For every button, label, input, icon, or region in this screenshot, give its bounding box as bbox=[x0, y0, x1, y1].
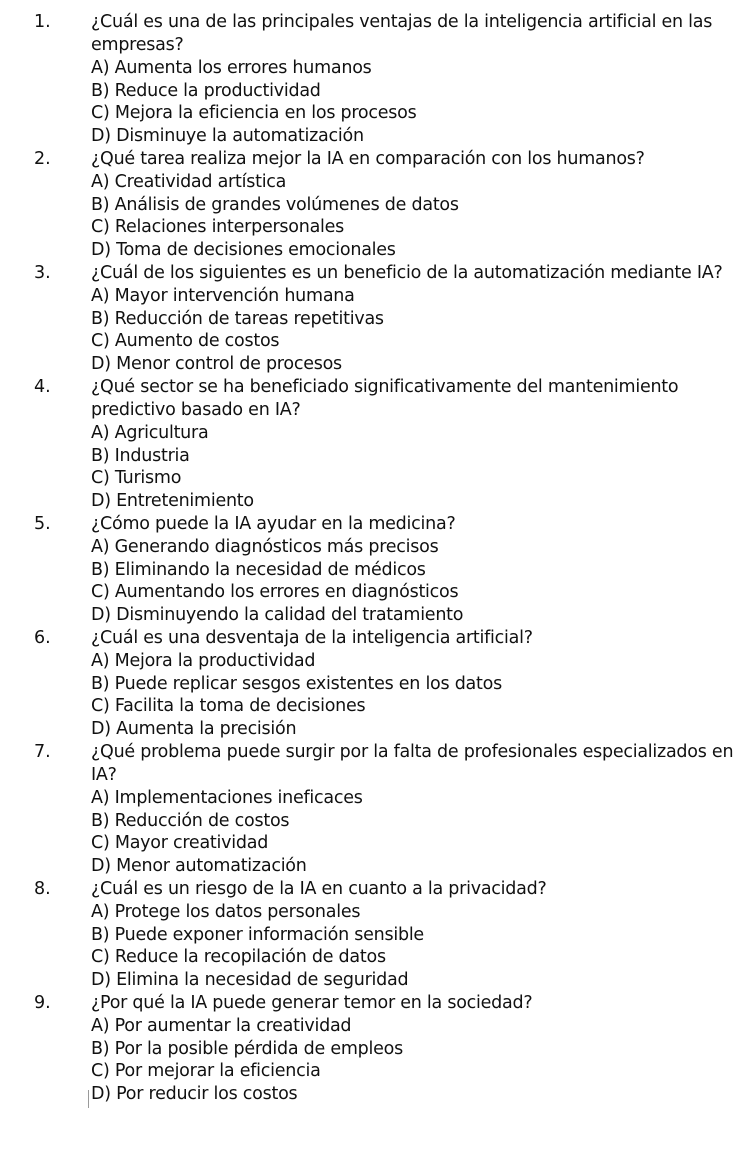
option-b: B) Análisis de grandes volúmenes de datos bbox=[91, 194, 459, 215]
option-a: A) Aumenta los errores humanos bbox=[91, 58, 372, 78]
question-text: ¿Qué sector se ha beneficiado significativamente del mantenimiento predictivo basado en IA? bbox=[91, 377, 679, 420]
question-8 bbox=[0, 878, 756, 992]
question-text: ¿Cuál de los siguientes es un beneficio de la automatización mediante IA? bbox=[91, 263, 723, 283]
option-c: C) Facilita la toma de decisiones bbox=[91, 696, 366, 717]
option-a: A) Generando diagnósticos más precisos bbox=[91, 537, 439, 557]
option-a: A) Creatividad artística bbox=[91, 172, 287, 192]
option-d: D) Entretenimiento bbox=[91, 491, 254, 512]
option-c: C) Mejora la eficiencia en los procesos bbox=[91, 103, 417, 124]
option-b: B) Reduce la productividad bbox=[91, 80, 321, 101]
option-c: C) Por mejorar la eficiencia bbox=[91, 1061, 321, 1082]
option-d: D) Menor control de procesos bbox=[91, 354, 342, 375]
question-9 bbox=[0, 992, 756, 1106]
option-b: B) Puede exponer información sensible bbox=[91, 924, 424, 945]
option-d: D) Disminuyendo la calidad del tratamiento bbox=[91, 605, 464, 626]
question-number: 6. bbox=[34, 628, 51, 648]
question-number: 5. bbox=[34, 514, 51, 534]
option-d: D) Menor automatización bbox=[91, 856, 307, 877]
question-number: 7. bbox=[34, 742, 51, 762]
question-6 bbox=[0, 627, 756, 741]
option-a: A) Agricultura bbox=[91, 423, 209, 443]
question-7 bbox=[0, 741, 756, 878]
option-b: B) Reducción de costos bbox=[91, 810, 290, 831]
option-b: B) Por la posible pérdida de empleos bbox=[91, 1038, 403, 1059]
option-a: A) Protege los datos personales bbox=[91, 902, 361, 922]
option-b: B) Eliminando la necesidad de médicos bbox=[91, 559, 426, 580]
option-c: C) Mayor creatividad bbox=[91, 833, 269, 854]
question-5 bbox=[0, 513, 756, 627]
question-number: 4. bbox=[34, 377, 51, 397]
question-text: ¿Qué tarea realiza mejor la IA en comparación con los humanos? bbox=[91, 149, 645, 169]
question-number: 2. bbox=[34, 149, 51, 169]
option-c: C) Turismo bbox=[91, 468, 182, 489]
question-text: ¿Cuál es un riesgo de la IA en cuanto a la privacidad? bbox=[91, 879, 547, 899]
option-a: A) Implementaciones ineficaces bbox=[91, 788, 363, 808]
option-d: D) Por reducir los costos bbox=[91, 1084, 298, 1105]
option-d: D) Aumenta la precisión bbox=[91, 719, 297, 740]
option-a: A) Por aumentar la creatividad bbox=[91, 1016, 352, 1036]
question-text: ¿Por qué la IA puede generar temor en la sociedad? bbox=[91, 993, 533, 1013]
option-c: C) Relaciones interpersonales bbox=[91, 217, 345, 238]
question-number: 1. bbox=[34, 12, 51, 32]
option-b: B) Puede replicar sesgos existentes en los datos bbox=[91, 673, 502, 694]
option-d: D) Toma de decisiones emocionales bbox=[91, 240, 396, 261]
question-number: 8. bbox=[34, 879, 51, 899]
option-b: B) Industria bbox=[91, 445, 190, 466]
option-c: C) Aumento de costos bbox=[91, 331, 280, 352]
question-number: 3. bbox=[34, 263, 51, 283]
question-number: 9. bbox=[34, 993, 51, 1013]
option-c: C) Aumentando los errores en diagnósticos bbox=[91, 582, 459, 603]
option-c: C) Reduce la recopilación de datos bbox=[91, 947, 386, 968]
question-4 bbox=[0, 376, 756, 513]
question-text: ¿Qué problema puede surgir por la falta de profesionales especializados en IA? bbox=[91, 742, 734, 785]
option-d: D) Elimina la necesidad de seguridad bbox=[91, 970, 409, 991]
option-a: A) Mejora la productividad bbox=[91, 651, 316, 671]
question-2 bbox=[0, 148, 756, 262]
option-b: B) Reducción de tareas repetitivas bbox=[91, 308, 384, 329]
question-text: ¿Cómo puede la IA ayudar en la medicina? bbox=[91, 514, 456, 534]
question-text: ¿Cuál es una desventaja de la inteligencia artificial? bbox=[91, 628, 533, 648]
question-3 bbox=[0, 262, 756, 376]
margin-rule bbox=[88, 1090, 89, 1108]
question-text: ¿Cuál es una de las principales ventajas de la inteligencia artificial en las empresas? bbox=[91, 12, 713, 55]
option-d: D) Disminuye la automatización bbox=[91, 126, 364, 147]
option-a: A) Mayor intervención humana bbox=[91, 286, 355, 306]
question-1 bbox=[0, 11, 756, 148]
